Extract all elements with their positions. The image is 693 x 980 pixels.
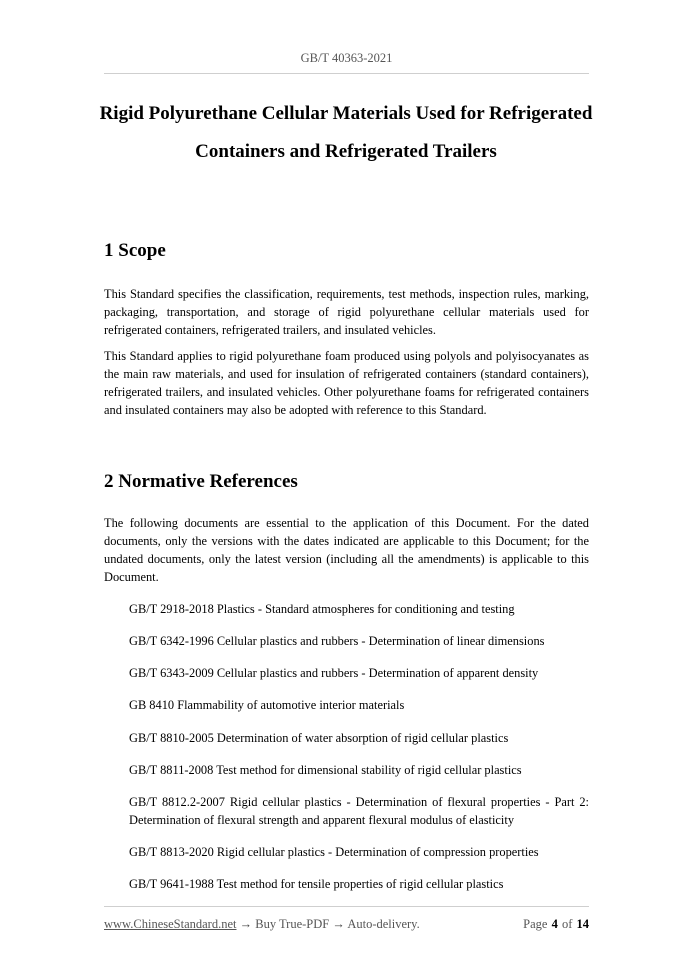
page-current: 4 [551,917,558,931]
footer-divider [104,906,589,907]
buy-true-pdf-link[interactable]: Buy True-PDF [255,917,330,931]
of-label: of [561,917,573,931]
page-total: 14 [576,917,589,931]
footer-promo [104,917,420,932]
reference-item: GB/T 6343-2009 Cellular plastics and rubbers - Determination of apparent density [129,666,539,680]
document-title-line-2: Containers and Refrigerated Trailers [195,141,497,162]
document-title-line-1: Rigid Polyurethane Cellular Materials Used for Refrigerated [99,103,593,124]
page-header: GB/T 40363-2021 [300,51,393,65]
reference-item: GB 8410 Flammability of automotive interior materials [129,698,405,712]
reference-item: GB/T 9641-1988 Test method for tensile properties of rigid cellular plastics [129,877,504,891]
normative-intro-paragraph: The following documents are essential to the application of this Document. For the dated documents, only the versions with the dates indicated are applicable to this Document; for the undated documents, only the latest version (including all the amendments) is applicable to this Document. [104,516,589,584]
reference-item: GB/T 2918-2018 Plastics - Standard atmospheres for conditioning and testing [129,602,515,616]
reference-item: GB/T 8810-2005 Determination of water absorption of rigid cellular plastics [129,731,509,745]
reference-item: GB/T 8813-2020 Rigid cellular plastics - Determination of compression properties [129,845,539,859]
header-divider [104,73,589,74]
arrow-right-icon: → [239,917,253,931]
auto-delivery-text: Auto-delivery. [347,917,420,931]
section-heading-scope: 1 Scope [104,240,166,261]
section-heading-normative-references: 2 Normative References [104,471,298,492]
arrow-right-icon: → [332,917,345,931]
site-link[interactable]: www.ChineseStandard.net [104,917,237,931]
page-label: Page [523,917,548,931]
page-number [523,917,589,932]
reference-item: GB/T 8811-2008 Test method for dimensional stability of rigid cellular plastics [129,763,522,777]
scope-paragraph-2: This Standard applies to rigid polyurethane foam produced using polyols and polyisocyanates as the main raw materials, and used for insulation of refrigerated containers (standard containers), refrigerated trailers, and insulated vehicles. Other polyurethane foams for refrigerated containers and insulated containers may also be adopted with reference to this Standard. [104,349,589,417]
reference-item: GB/T 6342-1996 Cellular plastics and rubbers - Determination of linear dimensions [129,634,545,648]
reference-item: GB/T 8812.2-2007 Rigid cellular plastics - Determination of flexural properties - Part 2: Determination of flexural strength and apparent flexural modulus of elasticity [129,795,589,827]
scope-paragraph-1: This Standard specifies the classification, requirements, test methods, inspection rules, marking, packaging, transportation, and storage of rigid polyurethane cellular materials used for refrigerated containers, refrigerated trailers, and insulated vehicles. [104,287,589,337]
